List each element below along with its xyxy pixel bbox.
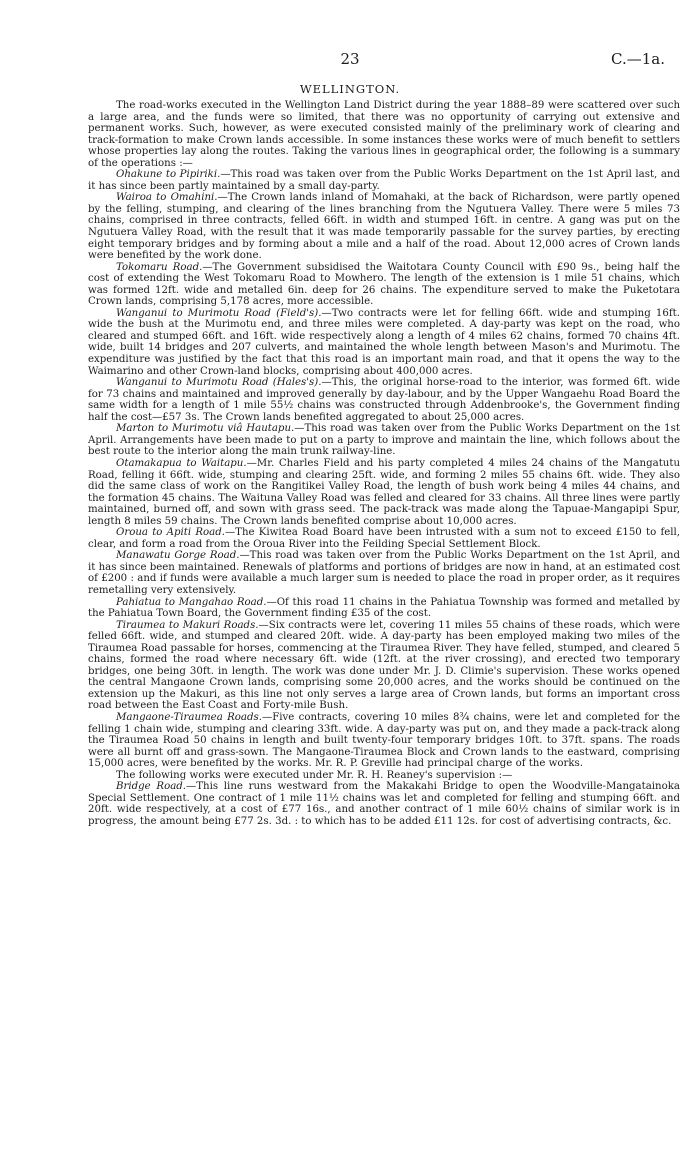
road-heading: Wanganui to Murimotu Road (Field's). bbox=[116, 307, 322, 319]
paragraph-text: —Mr. Charles Field and his party completed 4 miles 24 chains of the Mangatutu Road, felling it 66ft. wide, stumping and clearing 25ft. wide, and forming 2 miles 55 chains 6ft. wide. They also did the same class of work on the Rangitikei Valley Road, the length of bush work being 4 miles 44 chains, and the formation 45 chains. The Waituna Valley Road was felled and cleared for 33 chains. All three lines were partly maintained, burned off, and sown with grass seed. The pack-track was made along the Tapuae-Mangapipi Spur, length 8 miles 59 chains. The Crown lands benefited comprise about 10,000 acres. bbox=[88, 457, 681, 527]
page-header bbox=[0, 50, 700, 74]
road-heading: Marton to Murimotu viâ Hautapu. bbox=[116, 423, 295, 435]
paragraph-marton bbox=[88, 423, 680, 458]
paragraph-text: —Six contracts were let, covering 11 miles 55 chains of these roads, which were felled 66ft. wide, and stumped and cleared 20ft. wide. A day-party has been employed making two miles of the Tiraumea Road passable for horses, commencing at the Tiraumea River. They have felled, stumped, and cleared 5 chains, formed the road where necessary 6ft. wide (12ft. at the river crossing), and erected two temporary bridges, one being 30ft. in length. The work was done under Mr. J. D. Climie's supervision. These works opened the central Mangaone Crown lands, comprising some 20,000 acres, and the works should be continued on the extension up the Makuri, as this line not only serves a large area of Crown lands, but forms an important cross road between the East Coast and Forty-mile Bush. bbox=[88, 619, 681, 712]
section-title: WELLINGTON. bbox=[299, 82, 401, 96]
road-heading: Pahiatua to Mangahao Road. bbox=[116, 596, 267, 608]
paragraph-text: —This road was taken over from the Public Works Department on the 1st April. Arrangements have been made to put on a party to improve and maintain the line, which follows about the best route to the interior along the main trunk railway-line. bbox=[88, 423, 680, 458]
road-heading: Tokomaru Road. bbox=[116, 261, 203, 273]
road-heading: Wanganui to Murimotu Road (Hales's). bbox=[116, 377, 322, 389]
document-body bbox=[88, 100, 680, 827]
paragraph-text: —Five contracts, covering 10 miles 8¾ chains, were let and completed for the felling 1 chain wide, stumping and clearing 33ft. wide. A day-party was put on, and they made a pack-track along the Tiraumea Road 50 chains in length and built twenty-four temporary bridges 10ft. to 37ft. spans. The roads were all burnt off and grass-sown. The Mangaone-Tiraumea Block and Crown lands to the eastward, comprising 15,000 acres, were benefited by the works. Mr. R. P. Greville had principal charge of the works. bbox=[88, 711, 680, 770]
paragraph-bridge-road bbox=[88, 781, 680, 827]
paragraph-wairoa bbox=[88, 192, 680, 261]
paragraph-mangaone bbox=[88, 712, 680, 770]
road-heading: Bridge Road. bbox=[116, 781, 187, 793]
paragraph-text: —The Government subsidised the Waitotara County Council with £90 9s., being half the cost of extending the West Tokomaru Road to Mowhero. The length of the extension is 1 mile 51 chains, which was formed 12ft. wide and metalled 6in. deep for 26 chains. The expenditure served to make the Puketotara Crown lands, comprising 5,178 acres, more accessible. bbox=[88, 261, 681, 308]
paragraph-intro bbox=[88, 100, 680, 169]
paragraph-tiraumea bbox=[88, 620, 680, 712]
paragraph-text: The following works were executed under Mr. R. H. Reaney's supervision :— bbox=[116, 769, 513, 781]
document-code: C.—1a. bbox=[611, 50, 665, 68]
paragraph-text: —Of this road 11 chains in the Pahiatua Township was formed and metalled by the Pahiatua Town Board, the Government finding £35 of the cost. bbox=[88, 596, 680, 620]
paragraph-text: —The Kiwitea Road Board have been intrusted with a sum not to exceed £150 to fell, clear, and form a road from the Oroua River into the Feilding Special Settlement Block. bbox=[88, 527, 680, 550]
road-heading: Otamakapua to Waitapu. bbox=[116, 457, 247, 469]
paragraph-otamakapua bbox=[88, 458, 680, 527]
road-heading: Tiraumea to Makuri Roads. bbox=[116, 619, 259, 631]
road-heading: Oroua to Apiti Road. bbox=[116, 527, 225, 539]
paragraph-reaney bbox=[88, 770, 680, 782]
paragraph-tokomaru bbox=[88, 262, 680, 308]
paragraph-oroua bbox=[88, 527, 680, 550]
paragraph-text: —This road was taken over from the Public Works Department on the 1st April, and it has since been maintained. Renewals of platforms and portions of bridges are now in hand, at an estimated cost of £200 : and if funds were available a much larger sum is needed to place the road in proper order, as it requires remetalling very extensively. bbox=[88, 550, 680, 596]
road-heading: Wairoa to Omahini. bbox=[116, 192, 218, 204]
paragraph-manawatu bbox=[88, 550, 680, 596]
road-heading: Ohakune to Pipiriki. bbox=[116, 169, 221, 181]
paragraph-text: —The Crown lands inland of Momahaki, at the back of Richardson, were partly opened by the felling, stumping, and clearing of the lines branching from the Ngutuera Valley. There were 5 miles 73 chains, comprised in three contracts, felled 66ft. in width and stumped 16ft. in centre. A gang was put on the Ngutuera Valley Road, with the result that it was made temporarily passable for the survey parties, by erecting eight temporary bridges and by forming about a mile and a half of the road. About 12,000 acres of Crown lands were benefited by the work done. bbox=[88, 192, 680, 262]
paragraph-text: —This line runs westward from the Makakahi Bridge to open the Woodville-Mangatainoka Special Settlement. One contract of 1 mile 11½ chains was let and completed for felling and stumping 66ft. and 20ft. wide respectively, at a cost of £77 16s., and another contract of 1 mile 60½ chains of similar work is in progress, the amount being £77 2s. 3d. : to which has to be added £11 12s. for cost of advertising contracts, &c. bbox=[88, 781, 680, 827]
page-number: 23 bbox=[340, 50, 360, 68]
paragraph-text: —Two contracts were let for felling 66ft. wide and stumping 16ft. wide the bush at the Murimotu end, and three miles were completed. A day-party was kept on the road, who cleared and stumped 66ft. and 16ft. wide respectively along a length of 4 miles 62 chains, formed 70 chains 4ft. wide, built 14 bridges and 207 culverts, and maintained the whole length between Mason's and Murimotu. The expenditure was justified by the fact that this road is an important main road, and that it opens the way to the Waimarino and other Crown-land blocks, comprising about 400,000 acres. bbox=[88, 307, 680, 377]
paragraph-text: —This road was taken over from the Public Works Department on the 1st April last, and it has since been partly maintained by a small day-party. bbox=[88, 169, 680, 192]
paragraph-wanganui-fields bbox=[88, 308, 680, 377]
paragraph-pahiatua bbox=[88, 597, 680, 620]
road-heading: Manawatu Gorge Road. bbox=[116, 550, 240, 562]
paragraph-wanganui-hales bbox=[88, 377, 680, 423]
paragraph-text: —This, the original horse-road to the interior, was formed 6ft. wide for 73 chains and maintained and improved generally by day-labour, and by the Upper Wangaehu Road Board the same width for a length of 1 mile 55½ chains was constructed through Addenbrooke's, the Government finding half the cost—£57 3s. The Crown lands benefited aggregated to about 25,000 acres. bbox=[88, 377, 680, 423]
paragraph-ohakune bbox=[88, 169, 680, 192]
road-heading: Mangaone-Tiraumea Roads. bbox=[116, 711, 262, 723]
paragraph-text: The road-works executed in the Wellington Land District during the year 1888–89 were scattered over such a large area, and the funds were so limited, that there was no opportunity of carrying out extensive and permanent works. Such, however, as were executed consisted mainly of the preliminary work of clearing and track-formation to make Crown lands accessible. In some instances these works were of much benefit to settlers whose properties lay along the routes. Taking the various lines in geographical order, the following is a summary of the operations :— bbox=[88, 100, 680, 169]
